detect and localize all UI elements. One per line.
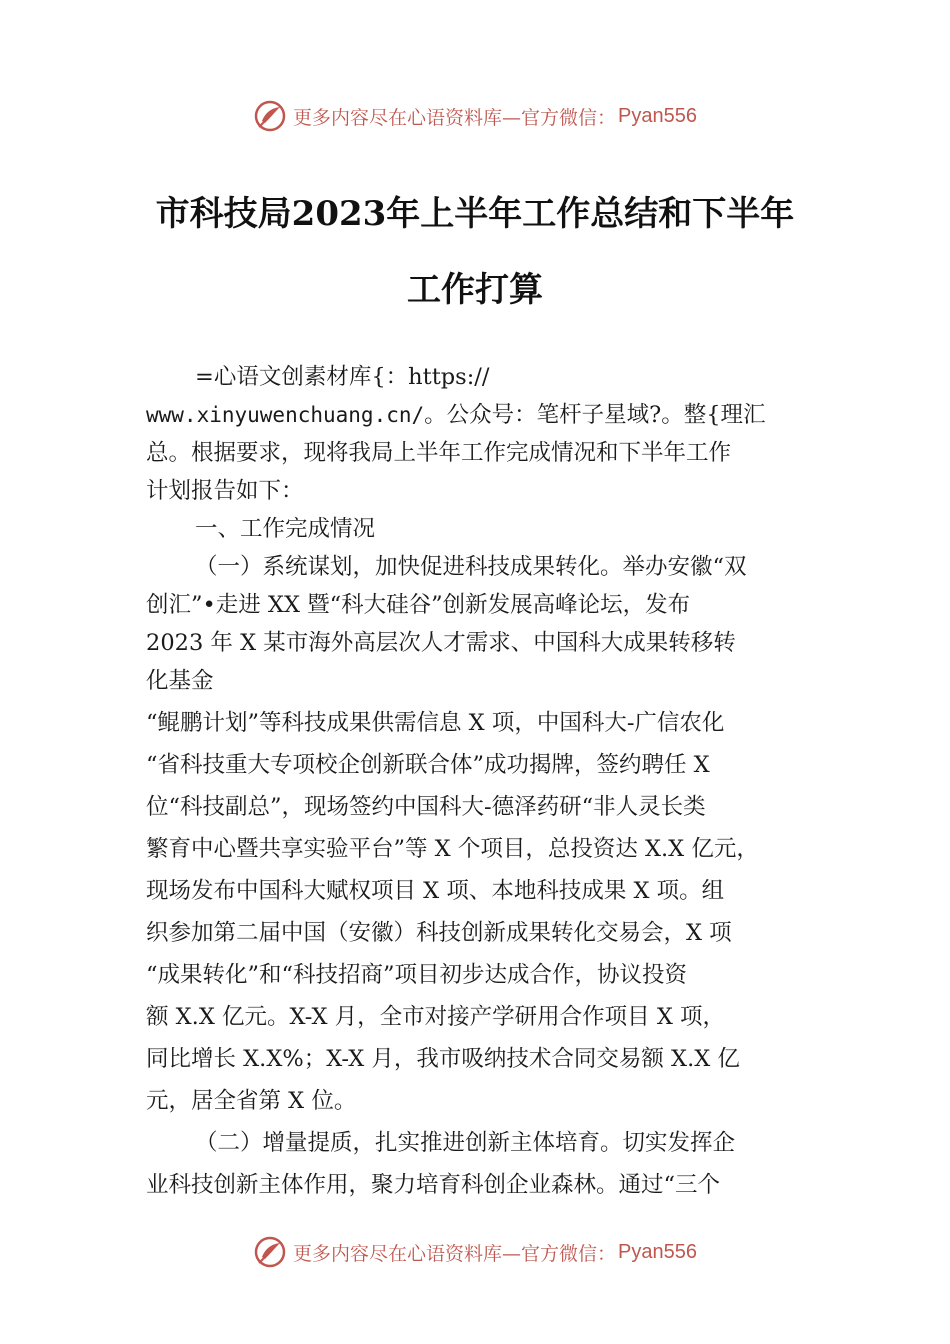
intro-url: www.xinyuwenchuang.cn/ (146, 403, 425, 427)
paragraph-line: “省科技重大专项校企创新联合体”成功揭牌，签约聘任 X (146, 752, 710, 778)
intro-line-1: =心语文创素材库{：https:// (195, 364, 490, 390)
paragraph-line: 化基金 (146, 668, 214, 694)
header-banner (0, 96, 950, 136)
paragraph-line: 现场发布中国科大赋权项目 X 项、本地科技成果 X 项。组 (146, 878, 725, 904)
brand-logo-icon (253, 99, 287, 133)
paragraph-line: （一）系统谋划，加快促进科技成果转化。举办安徽“双 (195, 554, 747, 580)
title-line-1: 市科技局2023年上半年工作总结和下半年 (155, 194, 795, 234)
document-title (100, 176, 850, 328)
brand-logo-icon (253, 1235, 287, 1269)
intro-line-4: 计划报告如下： (146, 478, 304, 504)
paragraph-line: 2023 年 X 某市海外高层次人才需求、中国科大成果转移转 (146, 630, 736, 656)
paragraph-line: 同比增长 X.X%；X-X 月，我市吸纳技术合同交易额 X.X 亿 (146, 1046, 740, 1072)
paragraph-line: “成果转化”和“科技招商”项目初步达成合作，协议投资 (146, 962, 688, 988)
intro-line-2 (146, 396, 814, 434)
paragraph-line: 创汇”•走进 XX 暨“科大硅谷”创新发展高峰论坛，发布 (146, 592, 691, 618)
paragraph-1 (146, 548, 814, 1120)
document-body (146, 358, 814, 1204)
paragraph-line: 织参加第二届中国（安徽）科技创新成果转化交易会，X 项 (146, 920, 732, 946)
banner-text: 更多内容尽在心语资料库—官方微信： (293, 106, 617, 129)
paragraph-line: “鲲鹏计划”等科技成果供需信息 X 项，中国科大-广信农化 (146, 710, 725, 736)
title-line-2: 工作打算 (407, 270, 543, 310)
paragraph-line: （二）增量提质，扎实推进创新主体培育。切实发挥企 (195, 1130, 736, 1156)
banner-wechat-handle: Pyan556 (618, 1240, 697, 1263)
paragraph-line: 位“科技副总”，现场签约中国科大-德泽药研“非人灵长类 (146, 794, 706, 820)
banner-text: 更多内容尽在心语资料库—官方微信： (293, 1242, 617, 1265)
paragraph-line: 额 X.X 亿元。X-X 月，全市对接产学研用合作项目 X 项， (146, 1004, 726, 1030)
paragraph-line: 业科技创新主体作用，聚力培育科创企业森林。通过“三个 (146, 1172, 721, 1198)
paragraph-line: 元，居全省第 X 位。 (146, 1088, 357, 1114)
banner-wechat-handle: Pyan556 (618, 104, 697, 127)
paragraph-2 (146, 1124, 814, 1204)
intro-line-2-rest: 。公众号：笔杆子星域?。整{理汇 (424, 402, 766, 428)
section-1-heading: 一、工作完成情况 (195, 516, 376, 542)
footer-banner (0, 1232, 950, 1272)
intro-line-3: 总。根据要求，现将我局上半年工作完成情况和下半年工作 (146, 440, 732, 466)
paragraph-line: 繁育中心暨共享实验平台”等 X 个项目，总投资达 X.X 亿元， (146, 836, 759, 862)
